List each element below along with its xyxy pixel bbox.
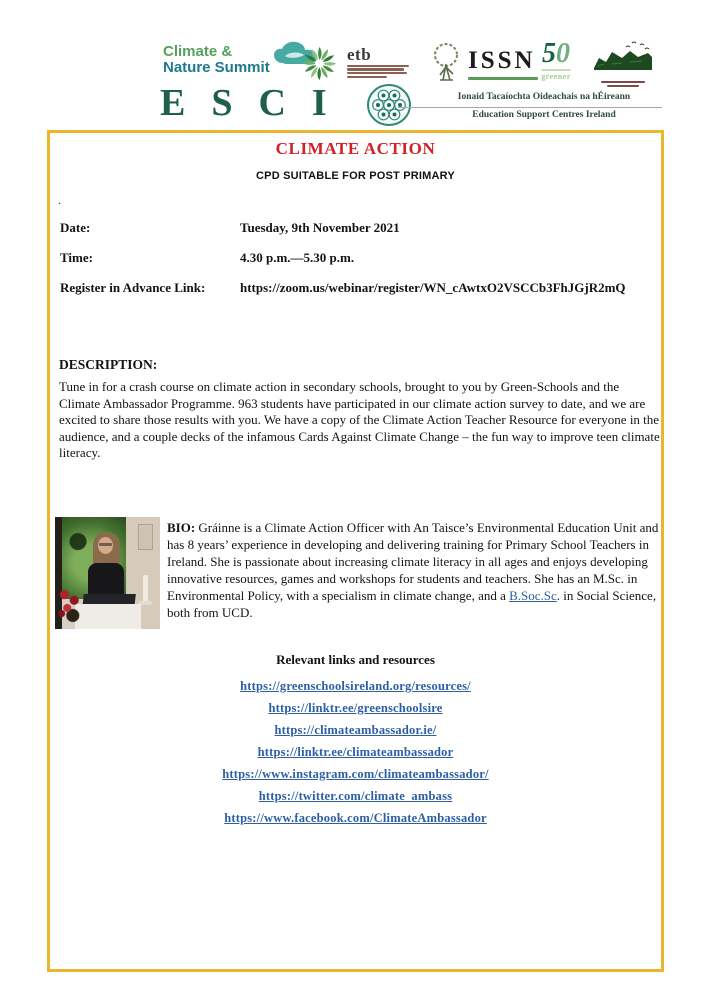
esci-divider-line (398, 107, 662, 108)
esci-irish-name: Ionaid Tacaíochta Oideachais na hÉireann (457, 92, 631, 102)
esci-english-name: Education Support Centres Ireland (472, 110, 616, 120)
fifty-greener-label: greener (541, 72, 571, 81)
summit-line2: Nature Summit (163, 59, 270, 76)
detail-label: Date: (60, 220, 91, 235)
fifty-digit-0: 0 (556, 38, 570, 69)
detail-value: https://zoom.us/webinar/register/WN_cAwtxO2VSCCb3FhJGjR2mQ (240, 280, 626, 295)
climate-nature-summit-logo (163, 44, 319, 76)
photo-speaker-box (138, 524, 153, 550)
resource-link[interactable]: https://linktr.ee/greenschoolsire (268, 701, 443, 715)
photo-candle (143, 575, 148, 603)
etb-smallprint (347, 65, 409, 79)
esci-wordmark: ESCI (160, 82, 353, 124)
resource-link[interactable]: https://twitter.com/climate_ambass (258, 789, 453, 803)
description-paragraph: Tune in for a crash course on climate action in secondary schools, brought to you by Green-Schools and the Climate Ambassador Programme. 963 students have participated in our climate action survey to date, and we are excited to share those results with you. We have a copy of the Climate Action Teacher Resource for everyone in the audience, and a couple decks of the infamous Cards Against Climate Change – the fun way to improve teen climate literacy. (59, 379, 660, 460)
fifty-digit-5: 5 (542, 38, 556, 69)
bio-label: BIO: (167, 520, 196, 535)
event-details (60, 218, 650, 308)
tree-icon (428, 42, 464, 87)
summit-line1: Climate & (163, 43, 233, 60)
etb-logo (347, 46, 409, 78)
green-spiral-icon (301, 45, 338, 87)
fifty-greener-logo (541, 40, 571, 81)
photo-podium (75, 604, 141, 629)
fifty-smallprint (541, 69, 571, 71)
photo-woman-glasses (99, 543, 112, 546)
resource-link[interactable]: https://www.facebook.com/ClimateAmbassador (224, 811, 487, 825)
bio-text-part2: . in Social Science, both from UCD. (167, 588, 657, 620)
page-title: CLIMATE ACTION (275, 139, 436, 158)
issn-smallprint (468, 77, 538, 80)
resource-link[interactable]: https://greenschoolsireland.org/resources/ (240, 679, 471, 693)
bio-text-part1: Gráinne is a Climate Action Officer with An Taisce’s Environmental Education Unit and has 8 years’ experience in developing and delivering training for Primary School Teachers in Ireland. She is passionate about increasing climate literacy in all ages and enjoys developing innovative resources, games and workshops for students and teachers. She has an M.Sc. in Environmental Policy, with a specialism in climate change, and a (167, 520, 659, 603)
issn-logo (468, 49, 538, 80)
resource-links (50, 679, 661, 833)
document-body-frame (47, 130, 664, 972)
detail-label: Time: (60, 250, 93, 265)
detail-row (60, 248, 650, 267)
bio-paragraph (167, 519, 659, 621)
stray-period: . (58, 193, 61, 207)
forest-logo (592, 40, 654, 87)
resource-link[interactable]: https://linktr.ee/climateambassador (257, 745, 454, 759)
resource-link[interactable]: https://climateambassador.ie/ (274, 723, 437, 737)
forest-smallprint (592, 81, 654, 87)
fifty-wordmark (541, 40, 571, 68)
detail-label: Register in Advance Link: (60, 280, 206, 295)
detail-value: 4.30 p.m.—5.30 p.m. (240, 250, 355, 265)
description-heading: DESCRIPTION: (59, 357, 158, 372)
resource-link[interactable]: https://www.instagram.com/climateambassador/ (222, 767, 489, 781)
issn-wordmark: ISSN (468, 47, 536, 74)
page-subtitle: CPD SUITABLE FOR POST PRIMARY (256, 170, 455, 182)
links-heading: Relevant links and resources (276, 652, 435, 667)
detail-value: Tuesday, 9th November 2021 (240, 220, 400, 235)
detail-row (60, 218, 650, 237)
etb-wordmark: etb (347, 45, 372, 64)
photo-red-flowers (56, 587, 84, 625)
speaker-photo (55, 517, 160, 629)
bsocsc-link[interactable]: B.Soc.Sc (509, 588, 557, 603)
detail-row (60, 278, 650, 297)
climate-nature-summit-wordmark (163, 44, 270, 76)
